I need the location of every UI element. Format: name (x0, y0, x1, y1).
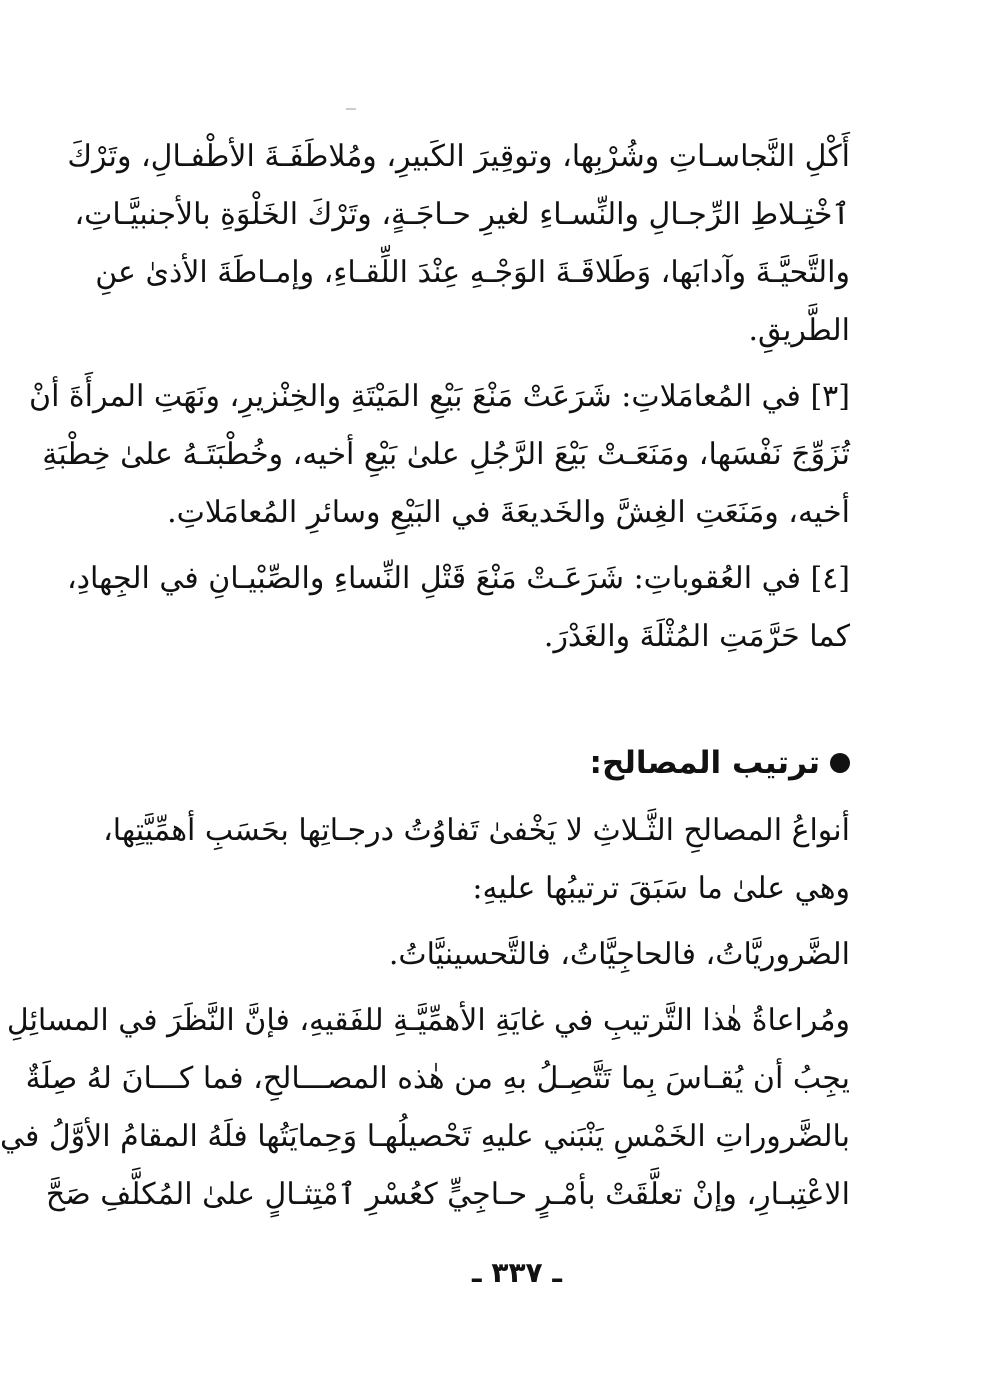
paragraph-order-list (164, 926, 850, 984)
paragraph-intro (103, 802, 850, 918)
text-line: بالضَّروراتِ الخَمْسِ يَنْبَني عليهِ تَحْصيلُهـا وَحِمايَتُها فلَهُ المقامُ الأوَّلُ في (0, 1119, 850, 1154)
text-line: [٣] في المُعامَلاتِ: شَرَعَتْ مَنْعَ بَيْعِ المَيْتَةِ والخِنْزيرِ، ونَهَتِ المرأَةَ أنْ (29, 379, 850, 414)
text-line: والتَّحيَّـةَ وآدابَها، وَطَلاقَـةَ الوَجْـهِ عِنْدَ اللِّقـاءِ، وإمـاطَةَ الأذىٰ عنِ (95, 255, 850, 290)
text-line: أنواعُ المصالحِ الثَّـلاثِ لا يَخْفىٰ تَفاوُتُ درجـاتِها بحَسَبِ أهمِّيَّتِها، (103, 813, 850, 848)
text-line: كما حَرَّمَتِ المُثْلَةَ والغَدْرَ. (543, 619, 850, 654)
text-line: ومُراعاةُ هٰذا التَّرتيبِ في غايَةِ الأهمِّيَّـةِ للفَقيهِ، فإنَّ النَّظَرَ في المسائِلِ (6, 1003, 850, 1038)
section-heading (164, 734, 850, 792)
text-line: الاعْتِبـارِ، وإنْ تعلَّقَتْ بأمْـرٍ حـاجِيٍّ كعُسْرِ ٱمْتِثـالٍ علىٰ المُكلَّفِ صَحَّ (45, 1177, 850, 1212)
text-line: ٱخْتِـلاطِ الرِّجـالِ والنِّسـاءِ لغيرِ حـاجَـةٍ، وتَرْكَ الخَلْوَةِ بالأجنبيَّـاتِ، (74, 197, 850, 232)
page-number: ـ ٣٣٧ ـ (472, 1256, 562, 1289)
text-line: أَكْلِ النَّجاسـاتِ وشُرْبِها، وتوقِيرَ الكَبيرِ، ومُلاطَفَـةَ الأطْفـالِ، وتَرْكَ (67, 139, 850, 174)
text-line: الضَّروريَّاتُ، فالحاجِيَّاتُ، فالتَّحسينيَّاتُ. (388, 937, 850, 972)
section-heading-text: ترتيب المصالح: (589, 745, 820, 781)
scan-mark (346, 108, 356, 110)
paragraph-importance (0, 992, 850, 1224)
text-line: أخيه، ومَنَعَتِ الغِشَّ والخَديعَةَ في البَيْعِ وسائرِ المُعامَلاتِ. (167, 495, 850, 530)
text-line: يجِبُ أن يُقـاسَ بِما تَتَّصِـلُ بهِ من هٰذه المصـــالحِ، فما كـــانَ لهُ صِلَةٌ (25, 1061, 850, 1096)
text-line: الطَّريقِ. (748, 313, 850, 348)
paragraph-transactions (29, 368, 850, 542)
bullet-icon (830, 753, 850, 773)
paragraph-punishments (67, 550, 850, 666)
text-line: [٤] في العُقوباتِ: شَرَعَـتْ مَنْعَ قَتْلِ النِّساءِ والصِّبْيـانِ في الجِهادِ، (67, 561, 850, 596)
paragraph-manners (67, 128, 850, 360)
text-line: تُزَوِّجَ نَفْسَها، ومَنَعَـتْ بَيْعَ الرَّجُلِ علىٰ بَيْعِ أخيه، وخُطْبَتَـهُ علىٰ خِطْبَةِ (42, 437, 850, 472)
text-line: وهي علىٰ ما سَبَقَ ترتيبُها عليهِ: (472, 871, 850, 906)
